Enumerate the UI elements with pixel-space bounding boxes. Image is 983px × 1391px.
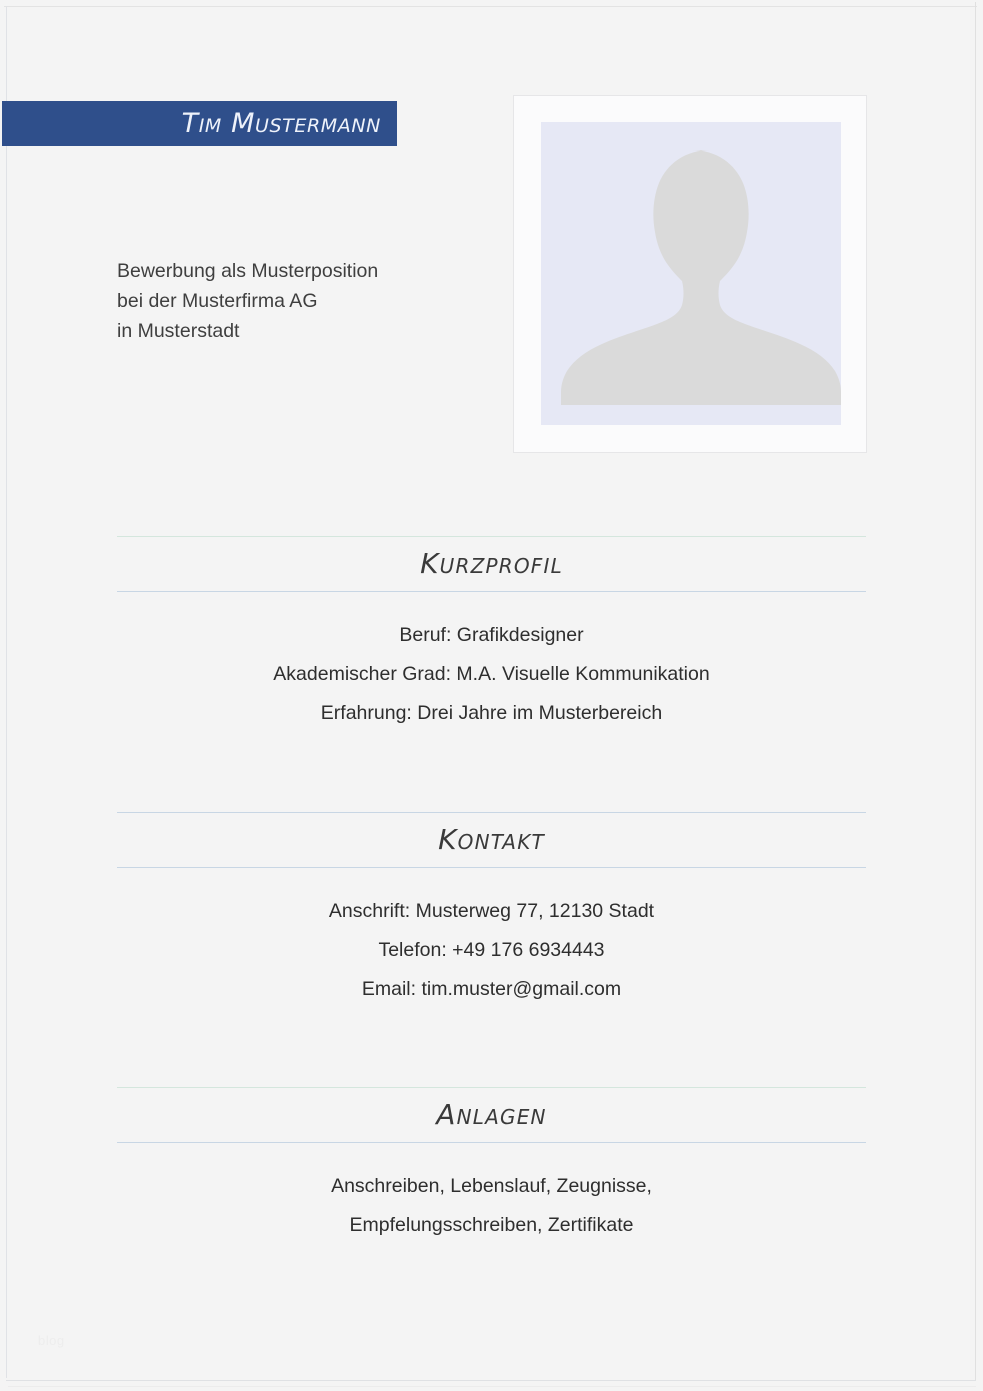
kontakt-phone: Telefon: +49 176 6934443 (378, 939, 605, 961)
anlagen-line-2: Empfelungsschreiben, Zertifikate (349, 1214, 634, 1236)
application-intro (117, 256, 517, 346)
kontakt-email: Email: tim.muster@gmail.com (361, 978, 622, 1000)
person-silhouette-icon (541, 122, 841, 425)
section-heading-kurzprofil: Kurzprofil (420, 547, 563, 580)
page-edge-top (4, 6, 977, 7)
section-body-kurzprofil (117, 592, 866, 733)
applicant-name: Tim Mustermann (181, 107, 381, 139)
section-heading-anlagen: Anlagen (436, 1098, 547, 1131)
section-heading-kontakt: Kontakt (438, 823, 545, 856)
page-edge-right (975, 2, 976, 1380)
section-kontakt (117, 812, 866, 1009)
section-body-kontakt (117, 868, 866, 1009)
section-anlagen (117, 1087, 866, 1245)
section-body-anlagen (117, 1143, 866, 1245)
anlagen-line-1: Anschreiben, Lebenslauf, Zeugnisse, (331, 1175, 652, 1197)
kontakt-address: Anschrift: Musterweg 77, 12130 Stadt (328, 900, 655, 922)
page-watermark: blog (38, 1333, 65, 1348)
page-edge-bottom-shadow (8, 1386, 976, 1387)
kurzprofil-line-2: Akademischer Grad: M.A. Visuelle Kommunikation (273, 663, 710, 685)
kurzprofil-line-1: Beruf: Grafikdesigner (399, 624, 584, 646)
page-edge-bottom (6, 1380, 976, 1381)
kurzprofil-line-3: Erfahrung: Drei Jahre im Musterbereich (320, 702, 663, 724)
photo-frame (513, 95, 867, 453)
page-edge-left (6, 6, 7, 1378)
intro-line-3: in Musterstadt (117, 320, 240, 342)
section-kurzprofil (117, 536, 866, 733)
applicant-photo-placeholder (541, 122, 841, 425)
intro-line-1: Bewerbung als Musterposition (117, 260, 379, 282)
name-banner (2, 101, 397, 146)
intro-line-2: bei der Musterfirma AG (117, 290, 318, 312)
